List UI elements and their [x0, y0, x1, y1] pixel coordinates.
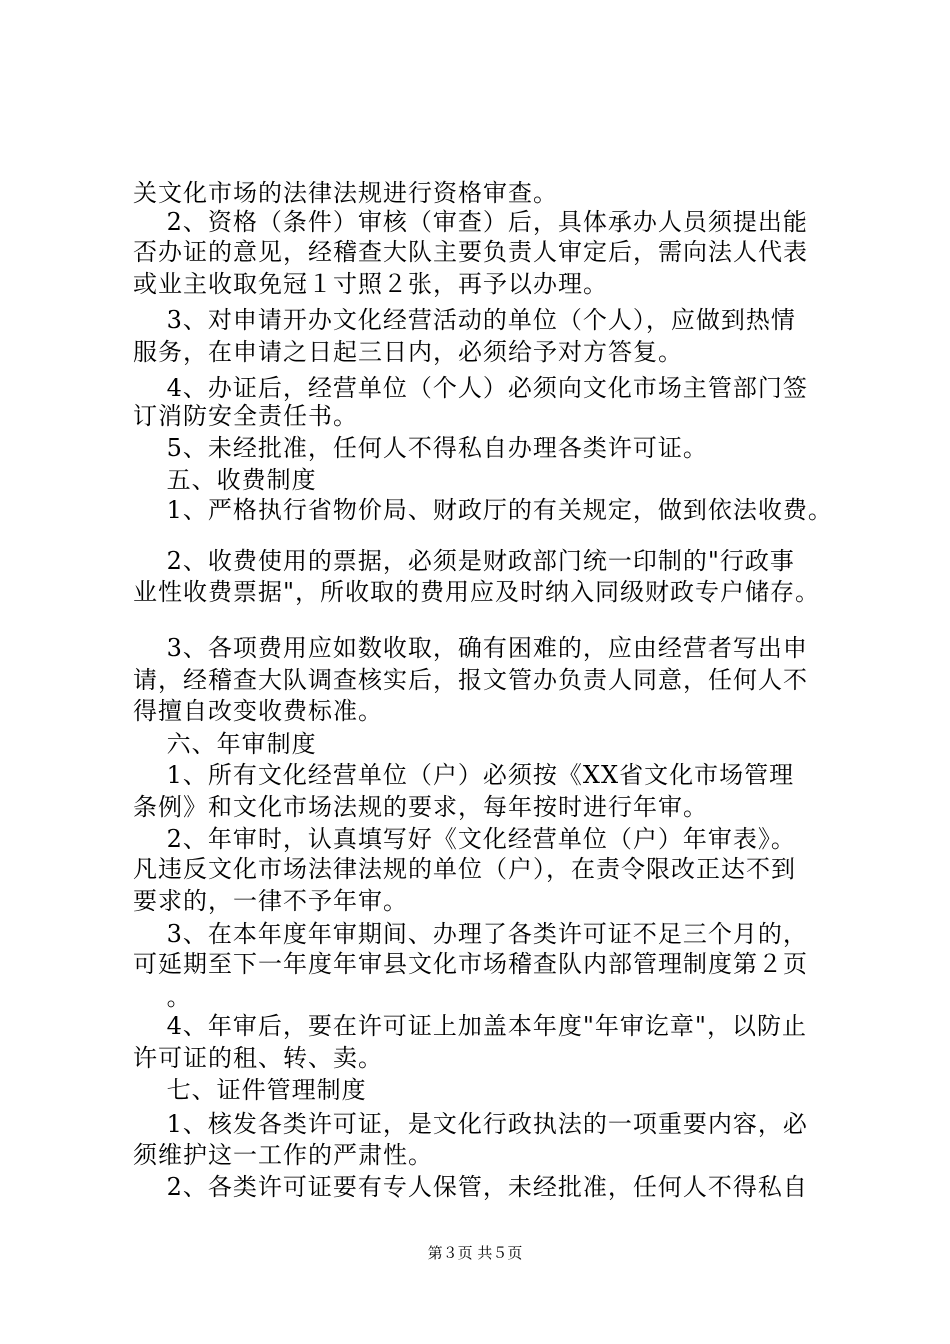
text-line: 1、所有文化经营单位（户）必须按《XX省文化市场管理	[133, 761, 795, 789]
text-line: 七、证件管理制度	[133, 1076, 367, 1104]
text-line: 服务，在申请之日起三日内，必须给予对方答复。	[133, 338, 683, 366]
text-line: 请，经稽查大队调查核实后，报文管办负责人同意，任何人不	[133, 666, 808, 694]
text-line: 或业主收取免冠１寸照２张，再予以办理。	[133, 270, 608, 298]
text-line: 4、办证后，经营单位（个人）必须向文化市场主管部门签	[133, 374, 808, 402]
text-line: 2、年审时，认真填写好《文化经营单位（户）年审表》。	[133, 825, 796, 853]
text-line: 3、对申请开办文化经营活动的单位（个人），应做到热情	[133, 306, 796, 334]
text-line: 须维护这一工作的严肃性。	[133, 1141, 433, 1169]
text-line: 2、各类许可证要有专人保管，未经批准，任何人不得私自	[133, 1173, 808, 1201]
text-line: 2、收费使用的票据，必须是财政部门统一印制的"行政事	[133, 547, 795, 575]
text-line: 否办证的意见，经稽查大队主要负责人审定后，需向法人代表	[133, 238, 808, 266]
text-line: 3、各项费用应如数收取，确有困难的，应由经营者写出申	[133, 634, 808, 662]
page-footer: 第３页 共５页	[427, 1244, 523, 1262]
text-line: 2、资格（条件）审核（审查）后，具体承办人员须提出能	[133, 208, 808, 236]
text-line: 3、在本年度年审期间、办理了各类许可证不足三个月的，	[133, 920, 808, 948]
text-line: 订消防安全责任书。	[133, 402, 358, 430]
text-line: 。	[133, 983, 192, 1011]
text-line: 五、收费制度	[133, 466, 317, 494]
text-line: 许可证的租、转、卖。	[133, 1044, 383, 1072]
text-line: 5、未经批准，任何人不得私自办理各类许可证。	[133, 434, 708, 462]
text-line: 可延期至下一年度年审县文化市场稽查队内部管理制度第２页	[133, 950, 808, 978]
text-line: 4、年审后，要在许可证上加盖本年度"年审讫章"，以防止	[133, 1012, 807, 1040]
text-line: 凡违反文化市场法律法规的单位（户），在责令限改正达不到	[133, 855, 796, 883]
text-line: 条例》和文化市场法规的要求，每年按时进行年审。	[133, 793, 708, 821]
text-line: 要求的，一律不予年审。	[133, 887, 408, 915]
text-line: 关文化市场的法律法规进行资格审查。	[133, 179, 558, 207]
text-line: 1、核发各类许可证，是文化行政执法的一项重要内容，必	[133, 1110, 808, 1138]
text-line: 1、严格执行省物价局、财政厅的有关规定，做到依法收费。	[133, 496, 833, 524]
text-line: 得擅自改变收费标准。	[133, 697, 383, 725]
text-line: 业性收费票据"，所收取的费用应及时纳入同级财政专户储存。	[133, 578, 821, 606]
text-line: 六、年审制度	[133, 730, 317, 758]
